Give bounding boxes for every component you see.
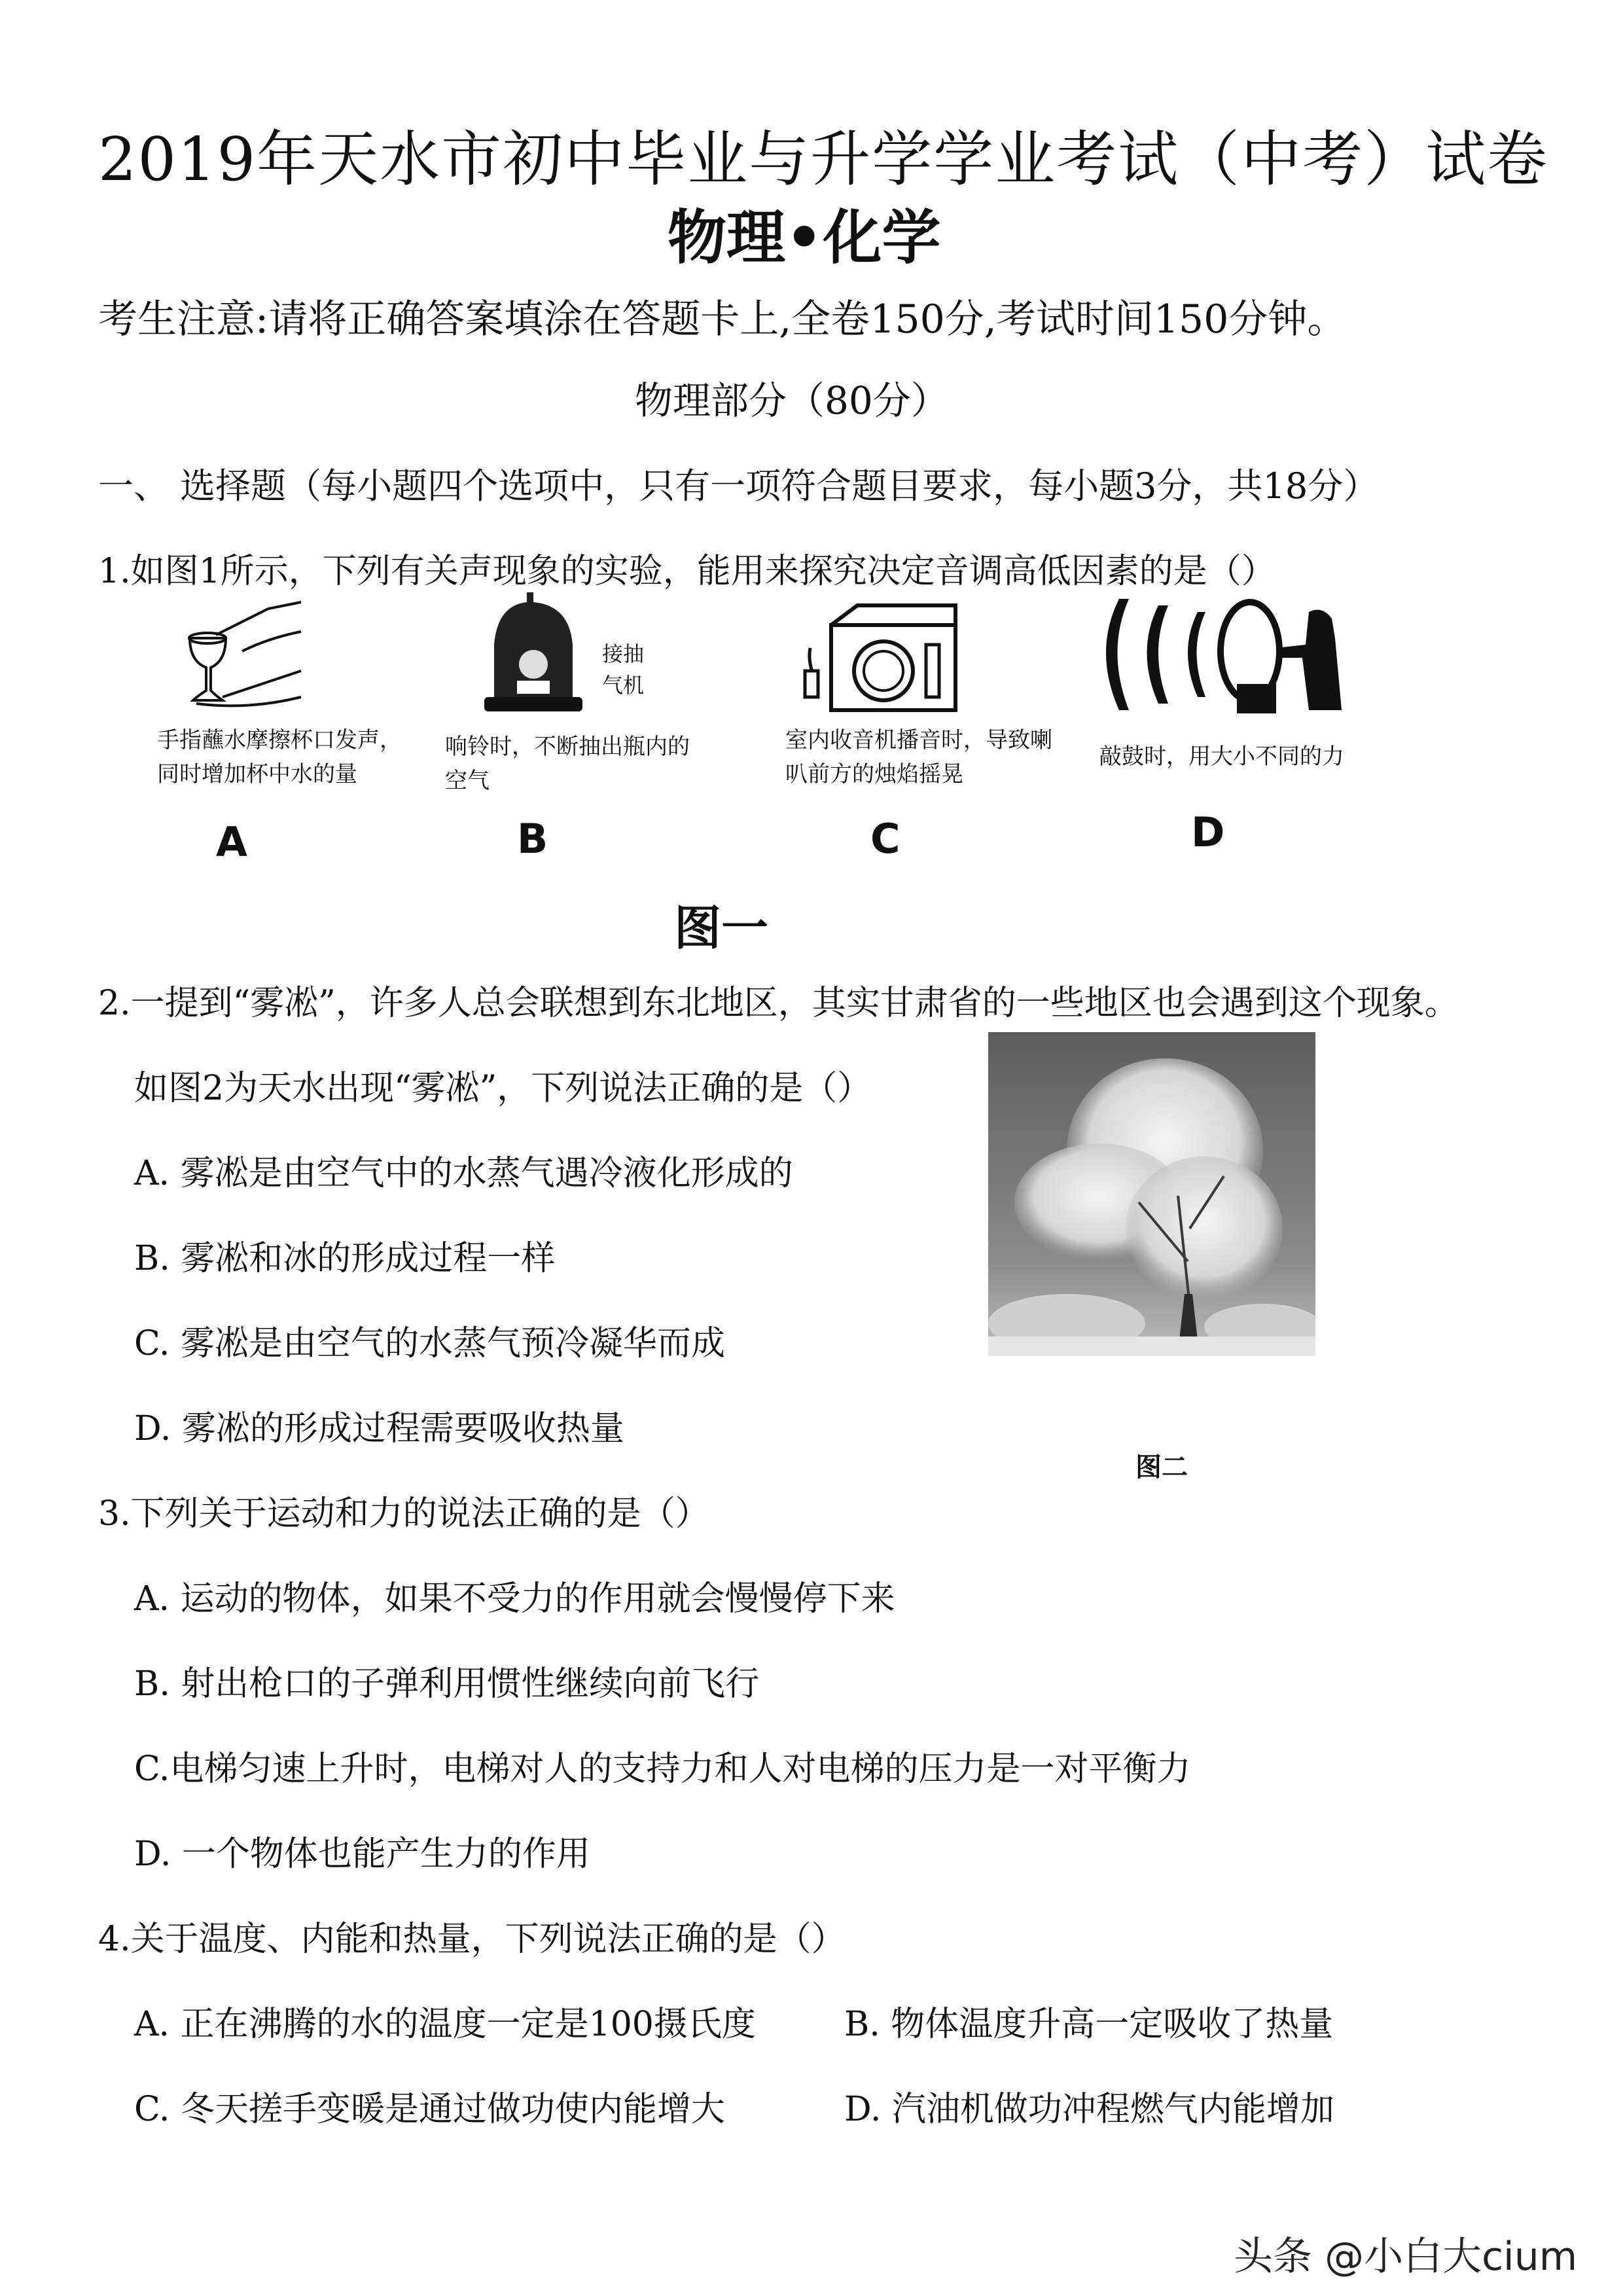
q4-option-b[interactable]: B. 物体温度升高一定吸收了热量: [844, 2005, 1334, 2044]
q2-option-b[interactable]: B. 雾凇和冰的形成过程一样: [134, 1239, 556, 1278]
exam-subtitle: 物理•化学: [668, 204, 941, 272]
panel-d-letter: D: [1191, 808, 1225, 856]
panel-c-caption: 室内收音机播音时，导致喇叭前方的烛焰摇晃: [785, 727, 1052, 787]
panel-b-side-label: 接抽气机: [602, 641, 645, 698]
q4-stem: 4.关于温度、内能和热量，下列说法正确的是（）: [98, 1920, 846, 1959]
q3-option-b[interactable]: B. 射出枪口的子弹利用惯性继续向前飞行: [134, 1664, 760, 1704]
figure-1-label: 图一: [674, 901, 769, 956]
q2-option-a[interactable]: A. 雾凇是由空气中的水蒸气遇冷液化形成的: [134, 1154, 793, 1193]
figure-1: [151, 592, 1394, 880]
section-title: 物理部分（80分）: [635, 378, 949, 423]
q4-option-a[interactable]: A. 正在沸腾的水的温度一定是100摄氏度: [134, 2005, 756, 2044]
drum-soundwave-icon: [1093, 586, 1381, 723]
q3-option-c[interactable]: C.电梯匀速上升时，电梯对人的支持力和人对电梯的压力是一对平衡力: [134, 1749, 1191, 1789]
panel-a-letter: A: [216, 818, 247, 866]
panel-b-letter: B: [517, 815, 548, 863]
q2-option-c[interactable]: C. 雾凇是由空气的水蒸气预冷凝华而成: [134, 1324, 725, 1363]
q3-option-a[interactable]: A. 运动的物体，如果不受力的作用就会慢慢停下来: [134, 1579, 895, 1619]
q3-stem: 3.下列关于运动和力的说法正确的是（）: [98, 1494, 709, 1534]
panel-c-letter: C: [870, 815, 901, 863]
panel-b-caption: 响铃时，不断抽出瓶内的空气: [445, 734, 690, 794]
q2-stem: 2.一提到“雾凇”，许多人总会联想到东北地区，其实甘肃省的一些地区也会遇到这个现象。: [98, 984, 1459, 1023]
panel-a-caption: 手指蘸水摩擦杯口发声，同时增加杯中水的量: [157, 727, 402, 787]
q1-stem: 1.如图1所示，下列有关声现象的实验，能用来探究决定音调高低因素的是（）: [98, 552, 1275, 591]
exam-title: 2019年天水市初中毕业与升学学业考试（中考）试卷: [98, 124, 1549, 194]
watermark: 头条 @小白大cium: [1234, 2234, 1578, 2280]
bell-jar-icon: [481, 586, 612, 717]
q2-stem-continued: 如图2为天水出现“雾凇”，下列说法正确的是（）: [134, 1069, 872, 1108]
part-heading: 一、 选择题（每小题四个选项中，只有一项符合题目要求，每小题3分，共18分）: [98, 465, 1379, 507]
q4-option-c[interactable]: C. 冬天搓手变暖是通过做功使内能增大: [134, 2090, 725, 2129]
q2-option-d[interactable]: D. 雾凇的形成过程需要吸收热量: [134, 1409, 624, 1448]
exam-notice: 考生注意:请将正确答案填涂在答题卡上,全卷150分,考试时间150分钟。: [98, 296, 1347, 342]
q4-option-d[interactable]: D. 汽油机做功冲程燃气内能增加: [844, 2090, 1334, 2129]
figure-2-label: 图二: [1135, 1452, 1188, 1482]
q3-option-d[interactable]: D. 一个物体也能产生力的作用: [134, 1835, 590, 1874]
rime-tree-photo: [988, 1032, 1315, 1356]
radio-candle-icon: [798, 592, 969, 723]
panel-d-caption: 敲鼓时，用大小不同的力: [1099, 744, 1344, 770]
wineglass-hand-icon: [170, 599, 340, 717]
frosted-tree-icon: [988, 1032, 1315, 1356]
